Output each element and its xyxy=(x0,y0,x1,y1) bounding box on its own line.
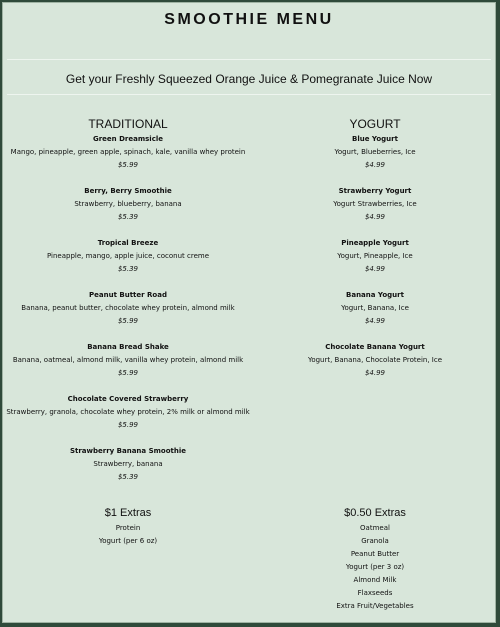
item-name: Strawberry Banana Smoothie xyxy=(69,447,187,455)
item-name: Green Dreamsicle xyxy=(92,135,163,143)
menu-item xyxy=(253,341,497,393)
extras-item: Extra Fruit/Vegetables xyxy=(336,602,414,610)
item-description: Pineapple, mango, apple juice, coconut creme xyxy=(46,252,210,260)
menu-item xyxy=(253,237,497,289)
item-price: $5.39 xyxy=(117,473,139,481)
menu-item xyxy=(3,393,253,445)
tagline: Get your Freshly Squeezed Orange Juice & Pomegranate Juice Now xyxy=(65,72,433,86)
item-price: $4.99 xyxy=(364,369,386,377)
item-description: Strawberry, banana xyxy=(93,460,163,468)
item-name: Peanut Butter Road xyxy=(89,291,167,299)
menu-item xyxy=(3,341,253,393)
item-price: $5.39 xyxy=(117,213,139,221)
item-name: Blue Yogurt xyxy=(352,135,398,143)
item-description: Strawberry, granola, chocolate whey protein, 2% milk or almond milk xyxy=(6,408,250,416)
item-description: Yogurt, Banana, Ice xyxy=(341,304,409,312)
item-name: Strawberry Yogurt xyxy=(338,187,412,195)
item-price: $5.39 xyxy=(117,265,139,273)
item-name: Pineapple Yogurt xyxy=(341,239,409,247)
item-description: Yogurt, Pineapple, Ice xyxy=(337,252,413,260)
menu-item xyxy=(253,185,497,237)
extras-1-heading: $1 Extras xyxy=(104,507,152,519)
menu-item xyxy=(3,445,253,497)
extras-item: Peanut Butter xyxy=(350,550,400,558)
divider xyxy=(7,59,491,60)
item-price: $4.99 xyxy=(364,213,386,221)
menu-item xyxy=(253,133,497,185)
extras-item: Yogurt (per 3 oz) xyxy=(345,563,405,571)
item-price: $5.99 xyxy=(117,317,139,325)
item-description: Strawberry, blueberry, banana xyxy=(74,200,182,208)
item-name: Berry, Berry Smoothie xyxy=(84,187,172,195)
divider xyxy=(7,94,491,95)
item-description: Mango, pineapple, green apple, spinach, kale, vanilla whey protein xyxy=(10,148,246,156)
item-description: Banana, oatmeal, almond milk, vanilla whey protein, almond milk xyxy=(12,356,244,364)
menu-item xyxy=(3,237,253,289)
extras-050-section xyxy=(253,506,497,613)
menu-title: SMOOTHIE MENU xyxy=(164,11,334,28)
yogurt-column xyxy=(253,115,497,393)
menu-page xyxy=(2,2,496,623)
menu-item xyxy=(3,289,253,341)
extras-item: Almond Milk xyxy=(353,576,397,584)
item-name: Banana Bread Shake xyxy=(87,343,169,351)
item-name: Chocolate Banana Yogurt xyxy=(325,343,425,351)
item-price: $4.99 xyxy=(364,161,386,169)
extras-1-section xyxy=(3,506,253,548)
extras-item: Oatmeal xyxy=(360,524,390,532)
item-name: Tropical Breeze xyxy=(97,239,159,247)
item-description: Yogurt, Banana, Chocolate Protein, Ice xyxy=(307,356,443,364)
item-name: Banana Yogurt xyxy=(346,291,404,299)
extras-item: Protein xyxy=(115,524,141,532)
traditional-column xyxy=(3,115,253,497)
yogurt-heading: YOGURT xyxy=(349,117,401,131)
item-description: Yogurt Strawberries, Ice xyxy=(333,200,417,208)
item-price: $5.99 xyxy=(117,421,139,429)
extras-item: Yogurt (per 6 oz) xyxy=(98,537,158,545)
item-description: Banana, peanut butter, chocolate whey protein, almond milk xyxy=(21,304,235,312)
menu-item xyxy=(253,289,497,341)
extras-item: Flaxseeds xyxy=(357,589,393,597)
traditional-heading: TRADITIONAL xyxy=(88,117,168,131)
item-price: $4.99 xyxy=(364,265,386,273)
item-price: $5.99 xyxy=(117,369,139,377)
item-name: Chocolate Covered Strawberry xyxy=(67,395,189,403)
extras-050-heading: $0.50 Extras xyxy=(344,507,406,519)
extras-item: Granola xyxy=(361,537,389,545)
menu-item xyxy=(3,185,253,237)
item-price: $4.99 xyxy=(364,317,386,325)
menu-item xyxy=(3,133,253,185)
item-description: Yogurt, Blueberries, Ice xyxy=(334,148,416,156)
item-price: $5.99 xyxy=(117,161,139,169)
